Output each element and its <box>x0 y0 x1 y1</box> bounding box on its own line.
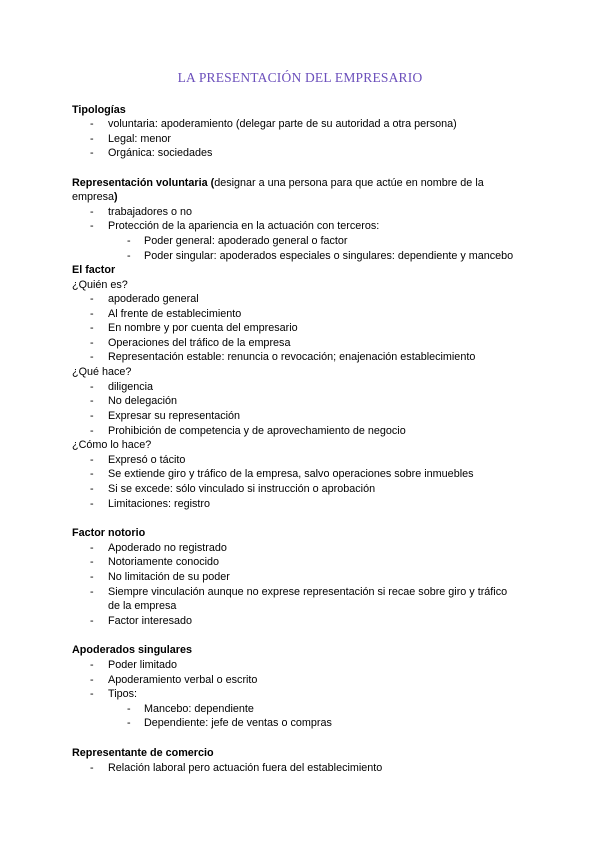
bullet-dash: - <box>90 337 94 349</box>
list-item: Expresar su representación <box>108 410 241 422</box>
document-title: LA PRESENTACIÓN DEL EMPRESARIO <box>177 70 423 85</box>
bullet-dash: - <box>90 410 94 422</box>
bullet-dash: - <box>90 454 94 466</box>
bullet-dash: - <box>90 571 94 583</box>
section-heading-notorio: Factor notorio <box>72 527 146 539</box>
bullet-dash: - <box>90 351 94 363</box>
list-item: Representación estable: renuncia o revocación; enajenación establecimiento <box>108 351 476 363</box>
bullet-dash: - <box>90 133 94 145</box>
list-item: Se extiende giro y tráfico de la empresa, salvo operaciones sobre inmuebles <box>108 468 474 480</box>
section-heading-representacion-cont <box>72 190 118 204</box>
list-item: Relación laboral pero actuación fuera del establecimiento <box>108 762 383 774</box>
sub-list-item: Poder singular: apoderados especiales o singulares: dependiente y mancebo <box>144 250 514 262</box>
list-item: Legal: menor <box>108 133 172 145</box>
list-item: apoderado general <box>108 293 199 305</box>
bullet-dash: - <box>90 659 94 671</box>
list-item: Siempre vinculación aunque no exprese representación si recae sobre giro y tráfico <box>108 586 508 598</box>
bullet-dash: - <box>90 468 94 480</box>
list-item: Apoderado no registrado <box>108 542 227 554</box>
bullet-dash: - <box>90 293 94 305</box>
question-como: ¿Cómo lo hace? <box>72 439 152 451</box>
section-heading-comercio: Representante de comercio <box>72 747 214 759</box>
list-item: No delegación <box>108 395 178 407</box>
list-item: En nombre y por cuenta del empresario <box>108 322 298 334</box>
list-item: No limitación de su poder <box>108 571 230 583</box>
heading-bold-close: ) <box>114 191 118 203</box>
question-quien: ¿Quién es? <box>72 279 128 291</box>
list-item: voluntaria: apoderamiento (delegar parte de su autoridad a otra persona) <box>108 118 457 130</box>
list-item: Factor interesado <box>108 615 193 627</box>
list-item: Protección de la apariencia en la actuación con terceros: <box>108 220 380 232</box>
bullet-dash: - <box>90 615 94 627</box>
list-item-continuation: de la empresa <box>108 600 177 612</box>
list-item: Apoderamiento verbal o escrito <box>108 674 258 686</box>
bullet-dash: - <box>90 322 94 334</box>
bullet-dash: - <box>90 483 94 495</box>
bullet-dash: - <box>90 586 94 598</box>
list-item: Notoriamente conocido <box>108 556 220 568</box>
bullet-dash: - <box>90 542 94 554</box>
list-item: Poder limitado <box>108 659 178 671</box>
heading-bold-part: Representación voluntaria ( <box>72 177 215 189</box>
section-heading-tipologias: Tipologías <box>72 104 126 116</box>
bullet-dash: - <box>90 381 94 393</box>
bullet-dash: - <box>127 717 131 729</box>
list-item: trabajadores o no <box>108 206 193 218</box>
list-item: diligencia <box>108 381 154 393</box>
bullet-dash: - <box>90 762 94 774</box>
list-item: Operaciones del tráfico de la empresa <box>108 337 291 349</box>
bullet-dash: - <box>90 308 94 320</box>
bullet-dash: - <box>90 220 94 232</box>
bullet-dash: - <box>127 235 131 247</box>
bullet-dash: - <box>90 688 94 700</box>
list-item: Expresó o tácito <box>108 454 186 466</box>
bullet-dash: - <box>127 703 131 715</box>
question-que: ¿Qué hace? <box>72 366 132 378</box>
bullet-dash: - <box>90 206 94 218</box>
bullet-dash: - <box>90 425 94 437</box>
bullet-dash: - <box>90 147 94 159</box>
heading-normal-part-2: empresa <box>72 191 115 203</box>
heading-normal-part: designar a una persona para que actúe en nombre de la <box>214 177 484 189</box>
list-item: Limitaciones: registro <box>108 498 211 510</box>
bullet-dash: - <box>90 395 94 407</box>
list-item: Prohibición de competencia y de aprovechamiento de negocio <box>108 425 406 437</box>
sub-list-item: Poder general: apoderado general o factor <box>144 235 348 247</box>
list-item: Si se excede: sólo vinculado si instrucción o aprobación <box>108 483 376 495</box>
list-item: Al frente de establecimiento <box>108 308 242 320</box>
bullet-dash: - <box>90 674 94 686</box>
section-heading-singulares: Apoderados singulares <box>72 644 192 656</box>
bullet-dash: - <box>90 498 94 510</box>
bullet-dash: - <box>127 250 131 262</box>
list-item: Tipos: <box>108 688 138 700</box>
list-item: Orgánica: sociedades <box>108 147 213 159</box>
sub-list-item: Dependiente: jefe de ventas o compras <box>144 717 332 729</box>
sub-list-item: Mancebo: dependiente <box>144 703 254 715</box>
bullet-dash: - <box>90 118 94 130</box>
section-heading-factor: El factor <box>72 264 116 276</box>
section-heading-representacion <box>72 176 484 190</box>
bullet-dash: - <box>90 556 94 568</box>
